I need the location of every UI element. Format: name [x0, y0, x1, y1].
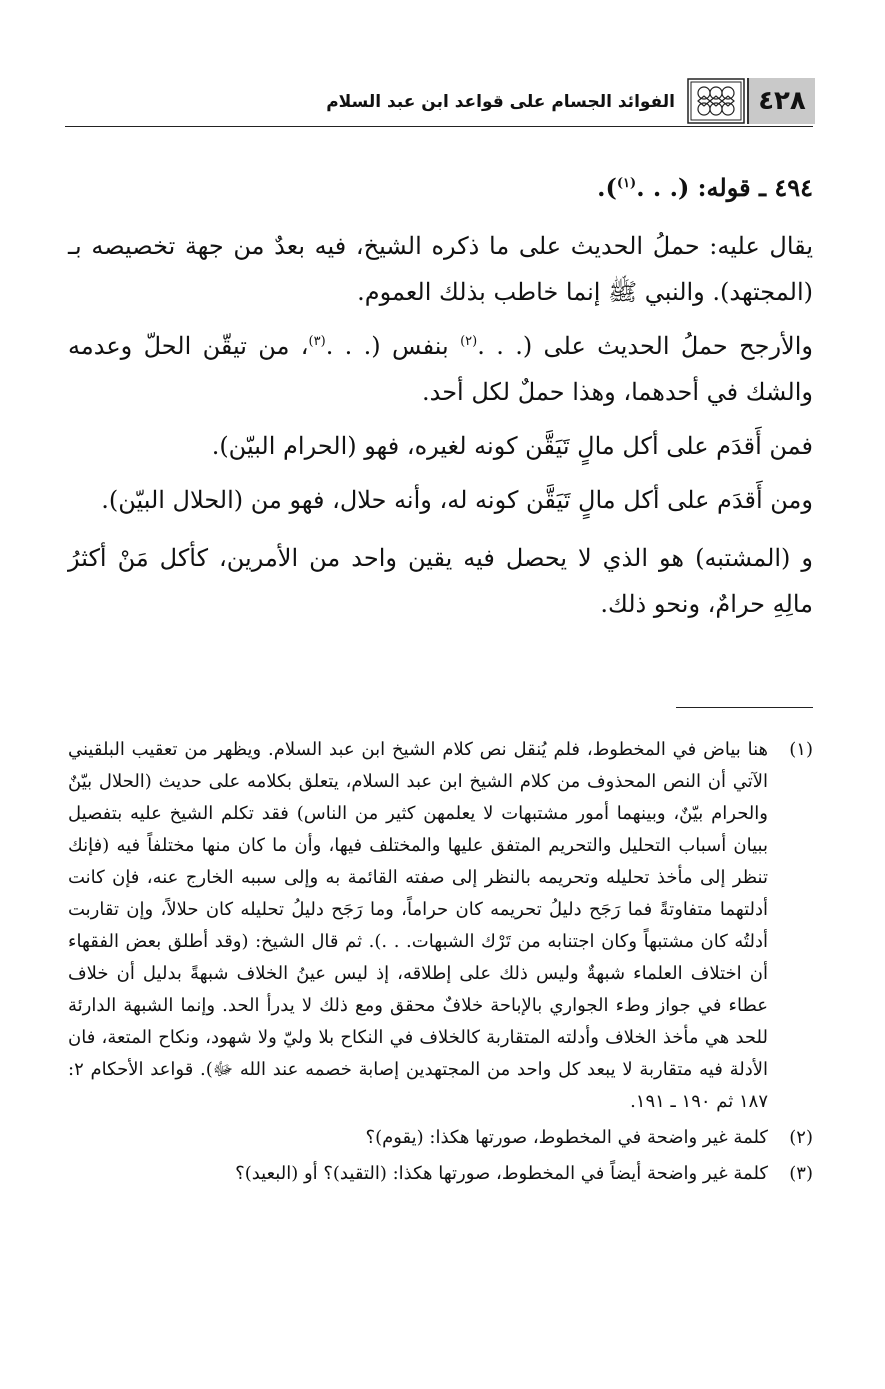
main-text: [68, 165, 813, 627]
footnote-text: كلمة غير واضحة في المخطوط، صورتها هكذا: (يقوم)؟: [365, 1127, 768, 1148]
footnote-2: [68, 1122, 813, 1154]
para2-part-b: بنفس (. . .: [325, 332, 461, 360]
footnote-divider: [676, 707, 813, 708]
footnote-ref: (٢): [460, 334, 478, 349]
paragraph-4: ومن أَقدَم على أكل مالٍ تَيَقَّن كونه له، وأنه حلال، فهو من (الحلال البيّن).: [101, 486, 813, 514]
footnote-3: [68, 1158, 813, 1190]
ornament-icon: [687, 78, 745, 124]
page-header: [65, 78, 813, 130]
footnote-number: (٢): [789, 1127, 813, 1148]
footnote-text: كلمة غير واضحة أيضاً في المخطوط، صورتها هكذا: (التقيد)؟ أو (البعيد)؟: [235, 1163, 768, 1184]
para2-part-c: ، من تيقّن الحلّ وعدمه والشك في أحدهما، وهذا حملٌ لكل أحد.: [68, 332, 813, 406]
header-divider: [65, 126, 813, 127]
section-heading: [68, 165, 813, 211]
footnotes: [68, 734, 813, 1190]
footnote-number: (٣): [789, 1163, 813, 1184]
para2-part-a: والأرجح حملُ الحديث على (. . .: [477, 332, 813, 360]
paragraph-5: و (المشتبه) هو الذي لا يحصل فيه يقين واحد من الأمرين، كأكل مَنْ أكثرُ مالِهِ حرامٌ، ونحو ذلك.: [68, 544, 813, 618]
paragraph-3: فمن أَقدَم على أكل مالٍ تَيَقَّن كونه لغيره، فهو (الحرام البيّن).: [211, 432, 813, 460]
footnote-ref: (٣): [308, 334, 326, 349]
footnote-text: هنا بياض في المخطوط، فلم يُنقل نص كلام الشيخ ابن عبد السلام. ويظهر من تعقيب البلقيني الآتي أن النص المحذوف من كلام الشيخ ابن عبد السلام، يتعلق بكلامه على حديث (الحلال بيّنٌ والحرام بيّنٌ، وبينهما أمور مشتبهات لا يعلمهن كثير من الناس) فقد تكلم الشيخ عليه بتفصيل ببيان أسباب التحليل والتحريم المتفق عليها والمختلف فيها، وأن ما كان منها مختلفاً فيه (فإنك تنظر إلى مأخذ تحليله وتحريمه بالنظر إلى صفته القائمة به وإلى سببه الخارج عنه، فإن كانت أدلتهما متفاوتةً فما رَجَح دليلُ تحريمه كان حراماً، وما رَجَح دليلُ تحليله كان حلالاً، وإن تقاربت أدلتُه كان مشتبهاً وكان اجتنابه من تَرْك الشبهات. . .). ثم قال الشيخ: (وقد أطلق بعض الفقهاء أن اختلاف العلماء شبهةٌ وليس ذلك على إطلاقه، إذ ليس عينُ الخلاف شبهةً بدليل أن خلاف عطاء في جواز وطء الجواري بالإباحة خلافٌ محقق ومع ذلك لا يدرأ الحد. وإنما الشبهة الدارئة للحد هي مأخذ الخلاف وأدلته المتقاربة كالخلاف في النكاح بلا وليّ ولا شهود، ونكاح المتعة، فان الأدلة فيه متقاربة لا يبعد كل واحد من المجتهدين إصابة خصمه عند الله ﷻ). قواعد الأحكام ٢: ١٨٧ ثم ١٩٠ ـ ١٩١.: [68, 739, 768, 1112]
footnote-1: [68, 734, 813, 1118]
paragraph-2: [68, 323, 813, 415]
running-title: الفوائد الجسام على قواعد ابن عبد السلام: [326, 92, 675, 112]
footnote-number: (١): [789, 739, 813, 760]
footnote-ref: (١): [616, 176, 637, 191]
heading-tail: ).: [597, 173, 617, 202]
page-number: ٤٢٨: [747, 78, 815, 124]
paragraph-1: يقال عليه: حملُ الحديث على ما ذكره الشيخ، فيه بعدٌ من جهة تخصيصه بـ (المجتهد). والنبي ﷺ إنما خاطب بذلك العموم.: [68, 232, 813, 306]
heading-text: ٤٩٤ ـ قوله: (. . .: [636, 173, 813, 202]
